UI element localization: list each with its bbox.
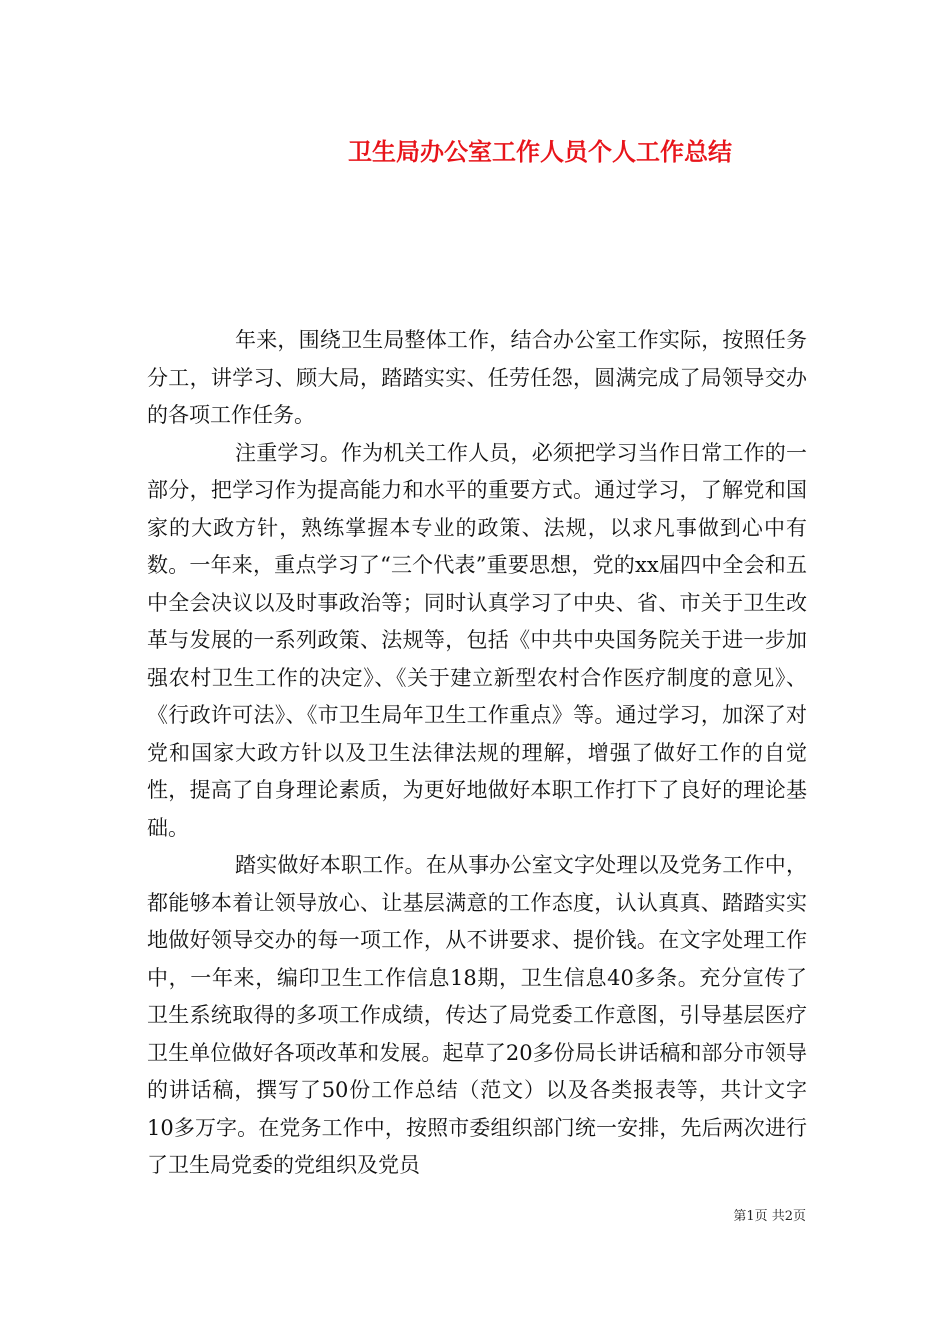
paragraph-work: 踏实做好本职工作。在从事办公室文字处理以及党务工作中，都能够本着让领导放心、让基层满意的工作态度，认认真真、踏踏实实地做好领导交办的每一项工作，从不讲要求、提价钱。在文字处理工作中，一年来，编印卫生工作信息18期，卫生信息40多条。充分宣传了卫生系统取得的多项工作成绩，传达了局党委工作意图，引导基层医疗卫生单位做好各项改革和发展。起草了20多份局长讲话稿和部分市领导的讲话稿，撰写了50份工作总结（范文）以及各类报表等，共计文字10多万字。在党务工作中，按照市委组织部门统一安排，先后两次进行了卫生局党委的党组织及党员: [147, 853, 807, 1177]
page-number-footer: 第1页 共2页: [733, 1209, 806, 1224]
paragraph-study: 注重学习。作为机关工作人员，必须把学习当作日常工作的一部分，把学习作为提高能力和水平的重要方式。通过学习，了解党和国家的大政方针，熟练掌握本专业的政策、法规，以求凡事做到心中有数。一年来，重点学习了“三个代表”重要思想，党的xx届四中全会和五中全会决议以及时事政治等；同时认真学习了中央、省、市关于卫生改革与发展的一系列政策、法规等，包括《中共中央国务院关于进一步加强农村卫生工作的决定》、《关于建立新型农村合作医疗制度的意见》、《行政许可法》、《市卫生局年卫生工作重点》等。通过学习，加深了对党和国家大政方针以及卫生法律法规的理解，增强了做好工作的自觉性，提高了自身理论素质，为更好地做好本职工作打下了良好的理论基础。: [147, 440, 807, 840]
paragraph-intro: 年来，围绕卫生局整体工作，结合办公室工作实际，按照任务分工，讲学习、顾大局，踏踏实实、任劳任怨，圆满完成了局领导交办的各项工作任务。: [147, 328, 807, 427]
document-body: [147, 322, 807, 1185]
document-title: 卫生局办公室工作人员个人工作总结: [348, 137, 732, 166]
